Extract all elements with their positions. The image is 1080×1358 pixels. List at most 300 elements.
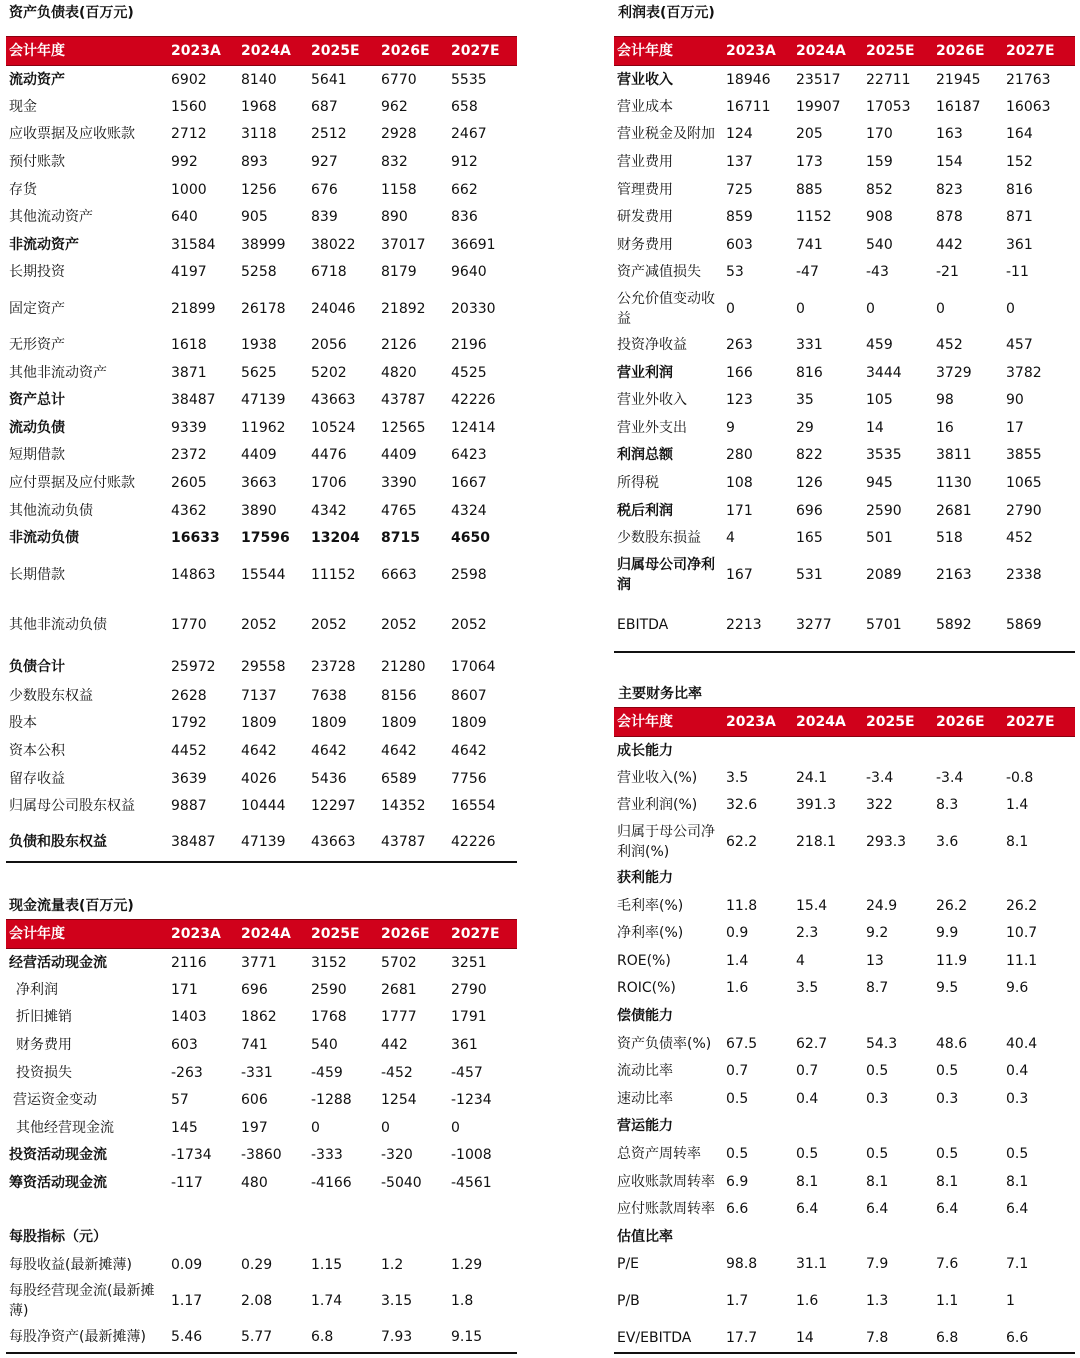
table-row bbox=[614, 1251, 1075, 1279]
value-cell: 442 bbox=[381, 1037, 408, 1054]
value-cell: 741 bbox=[241, 1037, 268, 1054]
value-cell: 8.1 bbox=[1006, 833, 1029, 850]
table-row bbox=[614, 176, 1075, 204]
value-cell: 1809 bbox=[381, 715, 417, 732]
value-cell: 165 bbox=[796, 530, 823, 547]
table-row bbox=[614, 764, 1075, 792]
table-row bbox=[614, 819, 1075, 864]
value-cell: 4 bbox=[726, 530, 735, 547]
value-cell: 0.4 bbox=[796, 1090, 819, 1107]
value-cell: 885 bbox=[796, 181, 823, 198]
value-cell: 5436 bbox=[311, 770, 347, 787]
table-row bbox=[6, 710, 517, 738]
value-cell: 2372 bbox=[171, 447, 207, 464]
table-row bbox=[614, 792, 1075, 820]
value-cell: 53 bbox=[726, 264, 744, 281]
row-label: P/E bbox=[617, 1256, 640, 1273]
table-row bbox=[6, 524, 517, 552]
value-cell: 3871 bbox=[171, 364, 207, 381]
value-cell: 5202 bbox=[311, 364, 347, 381]
row-label: 归属于母公司净利润(%) bbox=[617, 823, 715, 860]
value-cell: 17053 bbox=[866, 98, 911, 115]
value-cell bbox=[866, 864, 936, 892]
value-cell: 21892 bbox=[381, 300, 426, 317]
value-cell: 145 bbox=[171, 1119, 198, 1136]
value-cell bbox=[1006, 1223, 1075, 1251]
value-cell: 1.74 bbox=[311, 1293, 343, 1310]
value-cell: 6.8 bbox=[936, 1330, 959, 1347]
value-cell: 12414 bbox=[451, 419, 496, 436]
value-cell: 23517 bbox=[796, 71, 841, 88]
value-cell: 6.4 bbox=[796, 1201, 819, 1218]
row-label: 预付账款 bbox=[9, 154, 65, 171]
value-cell: -1288 bbox=[311, 1092, 352, 1109]
value-cell: 0 bbox=[726, 300, 735, 317]
row-label: 其他非流动负债 bbox=[9, 616, 107, 633]
table-row bbox=[6, 148, 517, 176]
value-cell bbox=[726, 1002, 796, 1030]
value-cell: 2467 bbox=[451, 126, 487, 143]
value-cell: 1809 bbox=[311, 715, 347, 732]
value-cell: 14 bbox=[866, 419, 884, 436]
value-cell: 16187 bbox=[936, 98, 981, 115]
value-cell: 457 bbox=[1006, 337, 1033, 354]
row-label: 成长能力 bbox=[617, 742, 673, 759]
header-year-cell: 2023A bbox=[726, 37, 796, 66]
value-cell: 24.1 bbox=[796, 769, 828, 786]
value-cell: 0 bbox=[1006, 300, 1015, 317]
table-row bbox=[6, 976, 517, 1004]
value-cell bbox=[796, 737, 866, 765]
table-row bbox=[6, 765, 517, 793]
value-cell: 3390 bbox=[381, 475, 417, 492]
value-cell: 859 bbox=[726, 209, 753, 226]
value-cell: 540 bbox=[866, 236, 893, 253]
value-cell: 38487 bbox=[171, 392, 216, 409]
value-cell: 6718 bbox=[311, 264, 347, 281]
value-cell: -452 bbox=[381, 1064, 413, 1081]
value-cell: 6770 bbox=[381, 71, 417, 88]
value-cell: 2681 bbox=[381, 981, 417, 998]
row-label: 营业利润 bbox=[617, 364, 673, 381]
row-label: 资本公积 bbox=[9, 742, 65, 759]
row-label: 负债和股东权益 bbox=[9, 834, 107, 851]
value-cell: 38999 bbox=[241, 236, 286, 253]
value-cell: 2712 bbox=[171, 126, 207, 143]
value-cell: 7756 bbox=[451, 770, 487, 787]
value-cell: 126 bbox=[796, 475, 823, 492]
value-cell: 5258 bbox=[241, 264, 277, 281]
header-label-cell: 会计年度 bbox=[6, 920, 171, 949]
row-label: 营业外支出 bbox=[617, 419, 687, 436]
value-cell: 0.5 bbox=[866, 1063, 889, 1080]
table-row bbox=[614, 203, 1075, 231]
value-cell: 5.46 bbox=[171, 1329, 203, 1346]
value-cell: 6.4 bbox=[1006, 1201, 1029, 1218]
value-cell: 7638 bbox=[311, 687, 347, 704]
value-cell: 2052 bbox=[381, 616, 417, 633]
value-cell: 878 bbox=[936, 209, 963, 226]
header-year-cell: 2027E bbox=[451, 920, 517, 949]
row-label: 估值比率 bbox=[617, 1228, 673, 1245]
row-label: 营运资金变动 bbox=[13, 1092, 97, 1109]
value-cell: 62.7 bbox=[796, 1035, 828, 1052]
value-cell: 1791 bbox=[451, 1009, 487, 1026]
header-label-cell: 会计年度 bbox=[614, 708, 726, 737]
table-row bbox=[6, 66, 517, 94]
row-label: 营业税金及附加 bbox=[617, 126, 715, 143]
value-cell: 8607 bbox=[451, 687, 487, 704]
value-cell: 280 bbox=[726, 447, 753, 464]
value-cell: 518 bbox=[936, 530, 963, 547]
value-cell: 6663 bbox=[381, 566, 417, 583]
value-cell: 17 bbox=[1006, 419, 1024, 436]
value-cell: 8.1 bbox=[796, 1173, 819, 1190]
value-cell bbox=[726, 1223, 796, 1251]
value-cell: 171 bbox=[726, 502, 753, 519]
table-row bbox=[6, 469, 517, 497]
table-row bbox=[614, 359, 1075, 387]
value-cell: 62.2 bbox=[726, 833, 758, 850]
value-cell: 640 bbox=[171, 209, 198, 226]
value-cell: 16063 bbox=[1006, 98, 1051, 115]
value-cell: 14 bbox=[796, 1330, 814, 1347]
value-cell bbox=[866, 1223, 936, 1251]
value-cell: 0.3 bbox=[1006, 1090, 1029, 1107]
value-cell: 0.29 bbox=[241, 1256, 273, 1273]
table-row bbox=[614, 597, 1075, 652]
value-cell: -4166 bbox=[311, 1175, 352, 1192]
value-cell: 836 bbox=[451, 209, 478, 226]
value-cell: 2213 bbox=[726, 616, 762, 633]
value-cell bbox=[726, 737, 796, 765]
table-row bbox=[6, 737, 517, 765]
row-label: 速动比率 bbox=[617, 1090, 673, 1107]
value-cell: 3782 bbox=[1006, 364, 1042, 381]
header-year-cell: 2023A bbox=[171, 37, 241, 66]
table-row bbox=[6, 552, 517, 597]
value-cell: 2.08 bbox=[241, 1293, 273, 1310]
value-cell: 2790 bbox=[451, 981, 487, 998]
value-cell: 9.5 bbox=[936, 980, 959, 997]
value-cell: 3890 bbox=[241, 502, 277, 519]
row-label: 毛利率(%) bbox=[617, 897, 684, 914]
row-label: 营业收入(%) bbox=[617, 769, 698, 786]
value-cell: 1770 bbox=[171, 616, 207, 633]
value-cell: 1.7 bbox=[726, 1292, 749, 1309]
value-cell: 676 bbox=[311, 181, 338, 198]
value-cell: 124 bbox=[726, 126, 753, 143]
row-label: ROIC(%) bbox=[617, 980, 676, 997]
row-label: 长期借款 bbox=[9, 566, 65, 583]
row-label: 流动负债 bbox=[9, 419, 65, 436]
value-cell: 17.7 bbox=[726, 1330, 758, 1347]
table-row bbox=[6, 1004, 517, 1032]
value-cell: 6.4 bbox=[936, 1201, 959, 1218]
value-cell bbox=[866, 737, 936, 765]
value-cell: 14352 bbox=[381, 798, 426, 815]
value-cell: 17596 bbox=[241, 530, 290, 547]
row-label: 少数股东权益 bbox=[9, 687, 93, 704]
value-cell: 12297 bbox=[311, 798, 356, 815]
header-row bbox=[6, 920, 517, 949]
value-cell: 29 bbox=[796, 419, 814, 436]
value-cell: 15.4 bbox=[796, 897, 828, 914]
value-cell bbox=[1006, 864, 1075, 892]
row-label: 所得税 bbox=[617, 475, 659, 492]
table-row bbox=[6, 1279, 517, 1324]
row-label: 存货 bbox=[9, 181, 37, 198]
row-label: 投资净收益 bbox=[617, 337, 687, 354]
value-cell: 1968 bbox=[241, 98, 277, 115]
value-cell: 19907 bbox=[796, 98, 841, 115]
header-year-cell: 2025E bbox=[311, 37, 381, 66]
value-cell bbox=[866, 1113, 936, 1141]
value-cell: 2590 bbox=[311, 981, 347, 998]
value-cell: 9.2 bbox=[866, 925, 889, 942]
table-row bbox=[614, 442, 1075, 470]
value-cell: 4642 bbox=[311, 742, 347, 759]
value-cell: 3118 bbox=[241, 126, 277, 143]
table-row bbox=[6, 1169, 517, 1197]
value-cell: 10444 bbox=[241, 798, 286, 815]
table-row bbox=[614, 121, 1075, 149]
value-cell: 43663 bbox=[311, 392, 356, 409]
table-row bbox=[614, 524, 1075, 552]
value-cell: 603 bbox=[171, 1037, 198, 1054]
value-cell: 5641 bbox=[311, 71, 347, 88]
value-cell: 35 bbox=[796, 392, 814, 409]
row-label: 偿债能力 bbox=[617, 1008, 673, 1025]
value-cell: 1560 bbox=[171, 98, 207, 115]
table-row bbox=[614, 1223, 1075, 1251]
row-label: 非流动资产 bbox=[9, 236, 79, 253]
value-cell: 9 bbox=[726, 419, 735, 436]
value-cell: 1000 bbox=[171, 181, 207, 198]
value-cell: 67.5 bbox=[726, 1035, 758, 1052]
table-row bbox=[614, 497, 1075, 525]
value-cell: 43787 bbox=[381, 834, 426, 851]
header-year-cell: 2024A bbox=[796, 37, 866, 66]
value-cell: 725 bbox=[726, 181, 753, 198]
row-label: 流动比率 bbox=[617, 1063, 673, 1080]
table-row bbox=[614, 1002, 1075, 1030]
value-cell: 1667 bbox=[451, 475, 487, 492]
value-cell: 15544 bbox=[241, 566, 286, 583]
value-cell: 322 bbox=[866, 797, 893, 814]
value-cell: 5625 bbox=[241, 364, 277, 381]
value-cell: 9887 bbox=[171, 798, 207, 815]
value-cell: 57 bbox=[171, 1092, 189, 1109]
value-cell: 6.9 bbox=[726, 1173, 749, 1190]
value-cell: 16 bbox=[936, 419, 954, 436]
value-cell: 1152 bbox=[796, 209, 832, 226]
value-cell: 26178 bbox=[241, 300, 286, 317]
value-cell: -47 bbox=[796, 264, 819, 281]
value-cell: 905 bbox=[241, 209, 268, 226]
table-row bbox=[614, 1168, 1075, 1196]
table-row bbox=[6, 792, 517, 820]
table-row bbox=[614, 737, 1075, 765]
table-row bbox=[6, 121, 517, 149]
row-label: 长期投资 bbox=[9, 264, 65, 281]
value-cell: 171 bbox=[171, 981, 198, 998]
value-cell: 23728 bbox=[311, 659, 356, 675]
value-cell: 3.15 bbox=[381, 1293, 413, 1310]
value-cell: 4820 bbox=[381, 364, 417, 381]
value-cell: 14863 bbox=[171, 566, 216, 583]
value-cell: 123 bbox=[726, 392, 753, 409]
pershare-title: 每股指标（元） bbox=[9, 1229, 107, 1245]
row-label: 财务费用 bbox=[16, 1037, 72, 1054]
value-cell: 166 bbox=[726, 364, 753, 381]
value-cell: 3.5 bbox=[726, 769, 749, 786]
value-cell: 0.5 bbox=[726, 1146, 749, 1163]
value-cell bbox=[936, 1223, 1006, 1251]
table-row bbox=[6, 1086, 517, 1114]
value-cell: 2.3 bbox=[796, 925, 819, 942]
value-cell bbox=[936, 1002, 1006, 1030]
value-cell: 9.6 bbox=[1006, 980, 1029, 997]
value-cell: 36691 bbox=[451, 236, 496, 253]
table-row bbox=[6, 231, 517, 259]
value-cell: 452 bbox=[1006, 530, 1033, 547]
table-row bbox=[6, 414, 517, 442]
header-label-cell: 会计年度 bbox=[614, 37, 726, 66]
value-cell: 5892 bbox=[936, 616, 972, 633]
value-cell: 0.5 bbox=[866, 1146, 889, 1163]
value-cell: 2928 bbox=[381, 126, 417, 143]
value-cell: 2126 bbox=[381, 337, 417, 354]
value-cell: 1.17 bbox=[171, 1293, 203, 1310]
row-label: 投资活动现金流 bbox=[9, 1147, 107, 1164]
value-cell: 37017 bbox=[381, 236, 426, 253]
table-row bbox=[614, 66, 1075, 94]
value-cell: 4362 bbox=[171, 502, 207, 519]
table-row bbox=[6, 176, 517, 204]
value-cell: 4525 bbox=[451, 364, 487, 381]
value-cell: 3251 bbox=[451, 954, 487, 971]
row-label: 获利能力 bbox=[617, 870, 673, 887]
value-cell: 8.1 bbox=[866, 1173, 889, 1190]
header-label-cell: 会计年度 bbox=[6, 37, 171, 66]
value-cell: 4324 bbox=[451, 502, 487, 519]
value-cell: 1130 bbox=[936, 475, 972, 492]
row-label: 利润总额 bbox=[617, 447, 673, 464]
value-cell bbox=[936, 864, 1006, 892]
value-cell bbox=[796, 1223, 866, 1251]
value-cell: 0.4 bbox=[1006, 1063, 1029, 1080]
value-cell: 12565 bbox=[381, 419, 426, 436]
value-cell: 852 bbox=[866, 181, 893, 198]
header-year-cell: 2026E bbox=[936, 708, 1006, 737]
income-table bbox=[614, 36, 1075, 652]
value-cell: 1706 bbox=[311, 475, 347, 492]
value-cell: 2052 bbox=[241, 616, 277, 633]
row-label: 筹资活动现金流 bbox=[9, 1175, 107, 1192]
pershare-table bbox=[6, 1251, 517, 1351]
value-cell: 4409 bbox=[241, 447, 277, 464]
value-cell: 6.4 bbox=[866, 1201, 889, 1218]
header-row bbox=[6, 37, 517, 66]
value-cell: 0 bbox=[311, 1119, 320, 1136]
value-cell: 501 bbox=[866, 530, 893, 547]
value-cell: 21899 bbox=[171, 300, 216, 317]
row-label: 无形资产 bbox=[9, 337, 65, 354]
value-cell bbox=[866, 1002, 936, 1030]
value-cell: 962 bbox=[381, 98, 408, 115]
value-cell: 38487 bbox=[171, 834, 216, 851]
value-cell bbox=[726, 864, 796, 892]
table-row bbox=[6, 203, 517, 231]
value-cell: 4342 bbox=[311, 502, 347, 519]
income-title: 利润表(百万元) bbox=[618, 5, 715, 21]
value-cell: 0.9 bbox=[726, 925, 749, 942]
row-label: 总资产周转率 bbox=[617, 1146, 701, 1163]
table-row bbox=[6, 949, 517, 977]
row-label: EV/EBITDA bbox=[617, 1330, 692, 1347]
value-cell: 3152 bbox=[311, 954, 347, 971]
value-cell: 32.6 bbox=[726, 797, 758, 814]
value-cell: 4642 bbox=[451, 742, 487, 759]
table-row bbox=[614, 1030, 1075, 1058]
value-cell: 2089 bbox=[866, 566, 902, 583]
value-cell: 391.3 bbox=[796, 797, 837, 814]
value-cell: 3444 bbox=[866, 364, 902, 381]
row-label: 经营活动现金流 bbox=[9, 954, 107, 971]
pershare-bottom-rule bbox=[6, 1352, 517, 1354]
value-cell: 662 bbox=[451, 181, 478, 198]
value-cell: -21 bbox=[936, 264, 959, 281]
table-row bbox=[614, 331, 1075, 359]
balance-sheet-title: 资产负债表(百万元) bbox=[9, 5, 134, 21]
value-cell: 1403 bbox=[171, 1009, 207, 1026]
value-cell: 6902 bbox=[171, 71, 207, 88]
table-row bbox=[614, 864, 1075, 892]
value-cell: 5702 bbox=[381, 954, 417, 971]
value-cell: -3.4 bbox=[936, 769, 964, 786]
value-cell: 24.9 bbox=[866, 897, 898, 914]
header-year-cell: 2023A bbox=[726, 708, 796, 737]
value-cell: 48.6 bbox=[936, 1035, 968, 1052]
value-cell: 459 bbox=[866, 337, 893, 354]
value-cell: 7.6 bbox=[936, 1256, 959, 1273]
value-cell: 3.6 bbox=[936, 833, 959, 850]
value-cell bbox=[726, 1113, 796, 1141]
table-row bbox=[614, 552, 1075, 597]
value-cell: 1.6 bbox=[726, 980, 749, 997]
value-cell: 8179 bbox=[381, 264, 417, 281]
value-cell: 5535 bbox=[451, 71, 487, 88]
value-cell: 1 bbox=[1006, 1292, 1015, 1309]
table-row bbox=[6, 386, 517, 414]
value-cell: 1.6 bbox=[796, 1292, 819, 1309]
value-cell: 4650 bbox=[451, 530, 490, 547]
row-label: 营业费用 bbox=[617, 154, 673, 171]
value-cell bbox=[796, 1002, 866, 1030]
table-row bbox=[614, 1278, 1075, 1323]
table-row bbox=[6, 1114, 517, 1142]
value-cell: 38022 bbox=[311, 236, 356, 253]
value-cell: 442 bbox=[936, 236, 963, 253]
value-cell: 945 bbox=[866, 475, 893, 492]
row-label: 其他非流动资产 bbox=[9, 364, 107, 381]
value-cell: 105 bbox=[866, 392, 893, 409]
value-cell: 47139 bbox=[241, 834, 286, 851]
value-cell: 263 bbox=[726, 337, 753, 354]
value-cell: 3277 bbox=[796, 616, 832, 633]
value-cell: 22711 bbox=[866, 71, 911, 88]
